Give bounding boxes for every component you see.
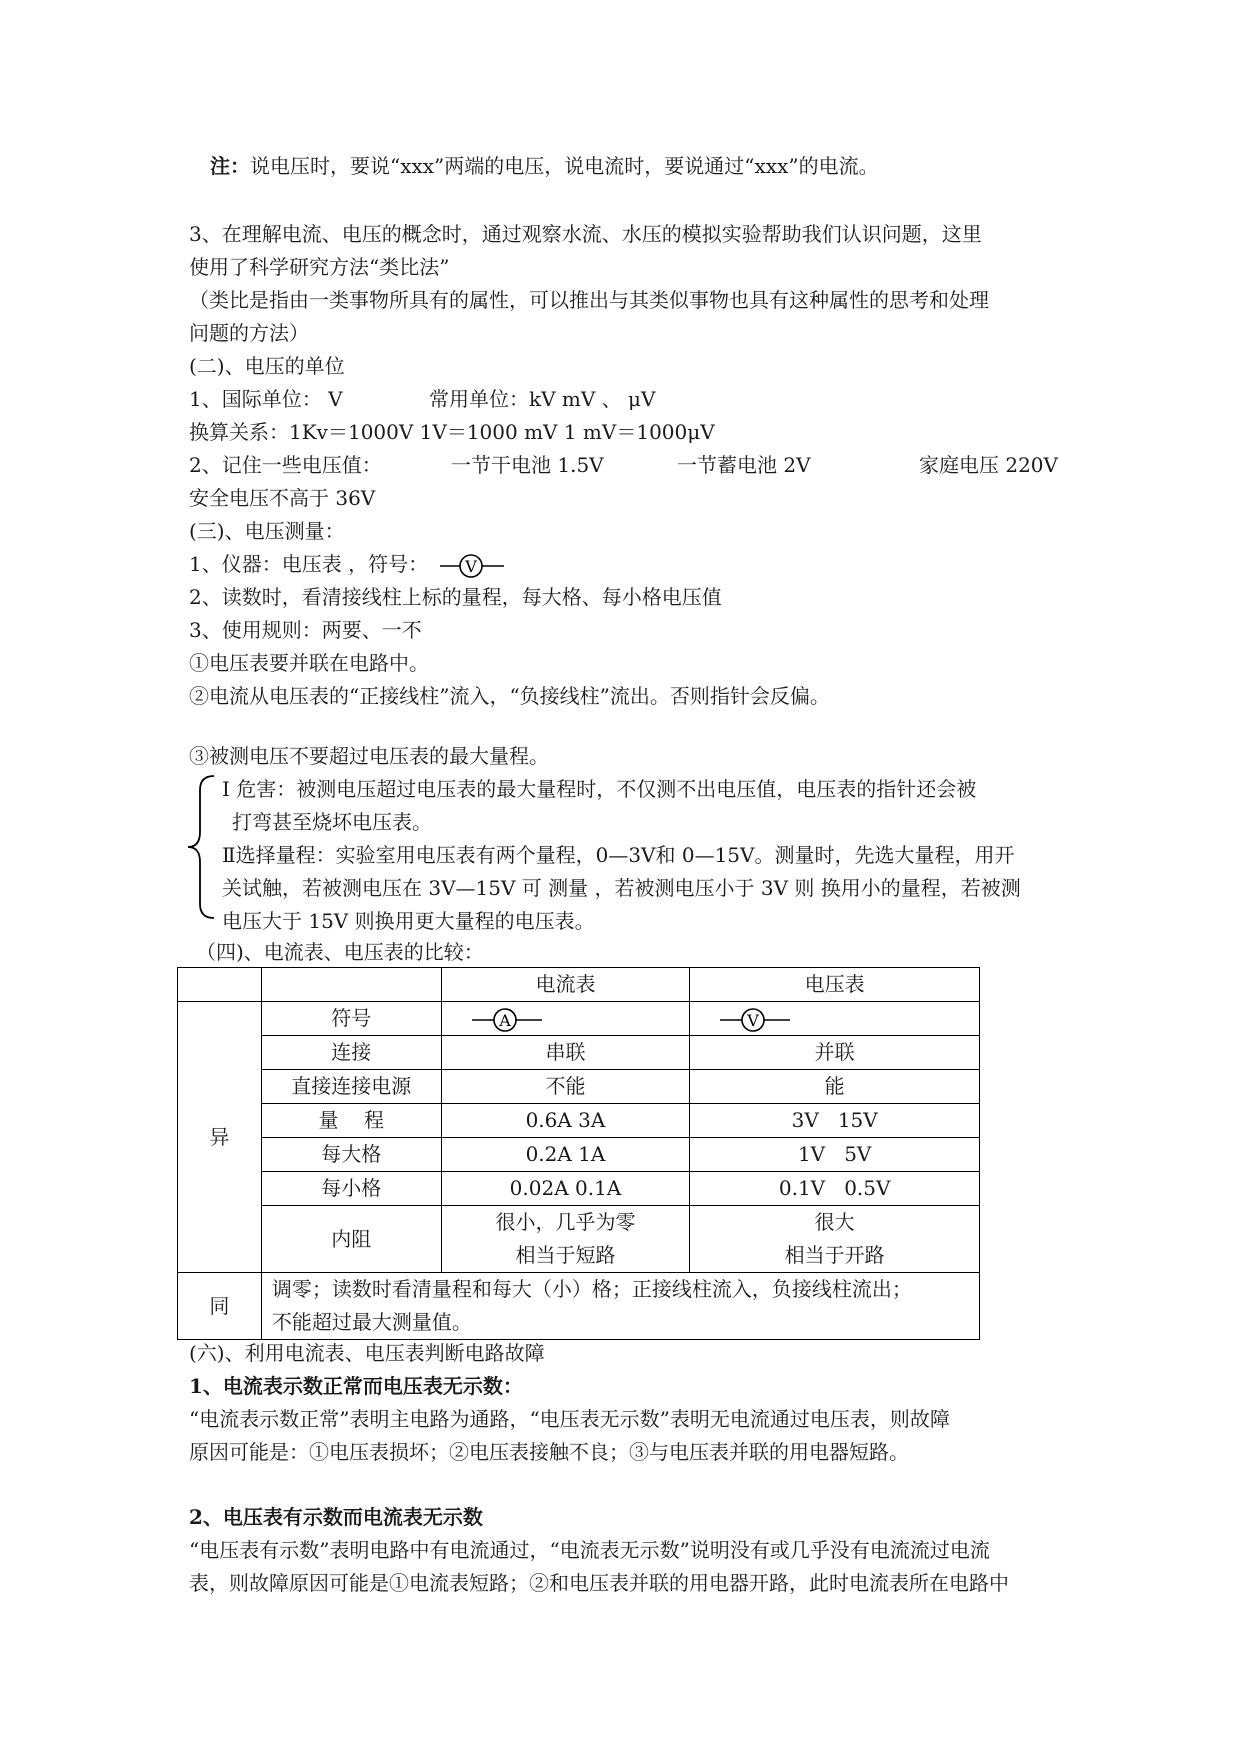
table-ammeter-cell: 不能 bbox=[441, 1070, 690, 1104]
table-row bbox=[178, 1206, 980, 1273]
ammeter-symbol-icon bbox=[472, 1007, 542, 1033]
analogy-line-4: 问题的方法） bbox=[189, 321, 309, 345]
table-ammeter-cell: 0.6A 3A bbox=[441, 1104, 690, 1138]
measure-rule-2: ②电流从电压表的“正接线柱”流入，“负接线柱”流出。否则指针会反偏。 bbox=[189, 684, 830, 708]
table-attr-cell: 符号 bbox=[261, 1002, 441, 1036]
note-text: 说电压时，要说“xxx”两端的电压，说电流时，要说通过“xxx”的电流。 bbox=[250, 154, 879, 178]
table-attr-header bbox=[261, 968, 441, 1002]
table-diff-label: 异 bbox=[178, 1002, 262, 1273]
fault-case1-title: 1、电流表示数正常而电压表无示数： bbox=[189, 1374, 523, 1398]
units-household: 家庭电压 220V bbox=[919, 453, 1058, 477]
table-row bbox=[178, 1036, 980, 1070]
fault-case2-line1: “电压表有示数”表明电路中有电流通过，“电流表无示数”说明没有或几乎没有电流流过电流 bbox=[189, 1538, 990, 1562]
ammeter-resistance-line-1: 很小，几乎为零 bbox=[495, 1210, 636, 1234]
analogy-line-2: 使用了科学研究方法“类比法” bbox=[189, 255, 450, 279]
range-line-2: 关试触，若被测电压在 3V—15V 可 测量 ，若被测电压小于 3V 则 换用小的量程，若被测 bbox=[222, 876, 1021, 900]
measure-rule-1: ①电压表要并联在电路中。 bbox=[189, 651, 429, 675]
voltmeter-table-symbol-letter: V bbox=[747, 1010, 760, 1030]
range-line-3: 电压大于 15V 则换用更大量程的电压表。 bbox=[222, 909, 595, 933]
measure-instrument-line bbox=[189, 548, 1059, 581]
fault-case1-line2: 原因可能是：①电压表损坏；②电压表接触不良；③与电压表并联的用电器短路。 bbox=[189, 1440, 909, 1464]
harm-line-1: Ⅰ 危害：被测电压超过电压表的最大量程时，不仅测不出电压值，电压表的指针还会被 bbox=[222, 777, 977, 801]
table-row bbox=[178, 1070, 980, 1104]
units-safe: 安全电压不高于 36V bbox=[189, 486, 376, 510]
voltmeter-symbol-icon bbox=[440, 553, 504, 579]
ammeter-symbol-letter: A bbox=[498, 1010, 511, 1030]
measure-rule-3: ③被测电压不要超过电压表的最大量程。 bbox=[189, 744, 549, 768]
table-attr-cell: 直接连接电源 bbox=[261, 1070, 441, 1104]
table-attr-cell: 连接 bbox=[261, 1036, 441, 1070]
voltmeter-table-symbol-icon bbox=[720, 1007, 790, 1033]
table-voltmeter-cell: 并联 bbox=[690, 1036, 980, 1070]
voltmeter-symbol-letter: V bbox=[465, 556, 478, 576]
units-battery: 一节蓄电池 2V bbox=[677, 453, 811, 477]
note-line bbox=[210, 150, 1080, 183]
table-corner-cell bbox=[178, 968, 262, 1002]
fault-case2-line2: 表，则故障原因可能是①电流表短路；②和电压表并联的用电器开路，此时电流表所在电路中 bbox=[189, 1571, 1009, 1595]
curly-brace-icon bbox=[184, 770, 220, 924]
table-voltmeter-header: 电压表 bbox=[690, 968, 980, 1002]
fault-case2-title: 2、电压表有示数而电流表无示数 bbox=[189, 1505, 483, 1529]
range-line-1: Ⅱ选择量程：实验室用电压表有两个量程，0—3V和 0—15V。测量时，先选大量程，用开 bbox=[222, 843, 1015, 867]
table-row bbox=[178, 1138, 980, 1172]
same-text-line-1: 调零；读数时看清量程和每大（小）格；正接线柱流入，负接线柱流出； bbox=[271, 1277, 912, 1301]
table-row bbox=[178, 1002, 980, 1036]
table-voltmeter-cell: 1V 5V bbox=[690, 1138, 980, 1172]
table-ammeter-cell: 0.2A 1A bbox=[441, 1138, 690, 1172]
table-row bbox=[178, 1273, 980, 1340]
units-values-line bbox=[189, 449, 1059, 482]
table-attr-cell: 量 程 bbox=[261, 1104, 441, 1138]
harm-line-2: 打弯甚至烧坏电压表。 bbox=[232, 810, 432, 834]
measure-heading: (三)、电压测量： bbox=[189, 519, 345, 543]
comparison-table bbox=[177, 967, 980, 1340]
fault-heading: (六)、利用电流表、电压表判断电路故障 bbox=[189, 1341, 545, 1365]
table-voltmeter-resistance-cell bbox=[690, 1206, 980, 1273]
same-text-line-2: 不能超过最大测量值。 bbox=[271, 1310, 472, 1334]
note-label: 注： bbox=[210, 154, 250, 178]
table-ammeter-cell: 串联 bbox=[441, 1036, 690, 1070]
table-attr-cell: 内阻 bbox=[261, 1206, 441, 1273]
compare-heading: （四)、电流表、电压表的比较： bbox=[196, 940, 484, 964]
table-same-label: 同 bbox=[178, 1273, 262, 1340]
voltmeter-resistance-line-2: 相当于开路 bbox=[784, 1243, 885, 1267]
voltmeter-resistance-line-1: 很大 bbox=[814, 1210, 855, 1234]
table-row bbox=[178, 1104, 980, 1138]
fault-case1-line1: “电流表示数正常”表明主电路为通路，“电压表无示数”表明无电流通过电压表，则故障 bbox=[189, 1407, 950, 1431]
table-ammeter-cell: 0.02A 0.1A bbox=[441, 1172, 690, 1206]
table-voltmeter-cell: 0.1V 0.5V bbox=[690, 1172, 980, 1206]
ammeter-resistance-line-2: 相当于短路 bbox=[515, 1243, 616, 1267]
table-voltmeter-cell: 能 bbox=[690, 1070, 980, 1104]
table-same-cell bbox=[261, 1273, 979, 1340]
measure-rules: 3、使用规则：两要、一不 bbox=[189, 618, 422, 642]
table-header-row bbox=[178, 968, 980, 1002]
units-common: 常用单位：kV mV 、 μV bbox=[429, 387, 656, 411]
units-si: 1、国际单位： V bbox=[189, 387, 343, 411]
analogy-line-3: （类比是指由一类事物所具有的属性，可以推出与其类似事物也具有这种属性的思考和处理 bbox=[189, 288, 989, 312]
analogy-line-1: 3、在理解电流、电压的概念时，通过观察水流、水压的模拟实验帮助我们认识问题，这里 bbox=[189, 222, 982, 246]
table-ammeter-symbol-cell bbox=[441, 1002, 690, 1036]
table-voltmeter-cell: 3V 15V bbox=[690, 1104, 980, 1138]
table-ammeter-resistance-cell bbox=[441, 1206, 690, 1273]
units-si-line bbox=[189, 383, 1059, 416]
table-attr-cell: 每小格 bbox=[261, 1172, 441, 1206]
units-heading: (二)、电压的单位 bbox=[189, 354, 345, 378]
units-dry-cell: 一节干电池 1.5V bbox=[451, 453, 604, 477]
units-values-label: 2、记住一些电压值： bbox=[189, 453, 382, 477]
table-attr-cell: 每大格 bbox=[261, 1138, 441, 1172]
table-row bbox=[178, 1172, 980, 1206]
units-conversion: 换算关系：1Kv＝1000V 1V＝1000 mV 1 mV＝1000μV bbox=[189, 420, 715, 444]
table-voltmeter-symbol-cell bbox=[690, 1002, 980, 1036]
table-ammeter-header: 电流表 bbox=[441, 968, 690, 1002]
measure-reading: 2、读数时，看清接线柱上标的量程，每大格、每小格电压值 bbox=[189, 585, 722, 609]
measure-instrument: 1、仪器：电压表 ，符号： bbox=[189, 552, 429, 576]
